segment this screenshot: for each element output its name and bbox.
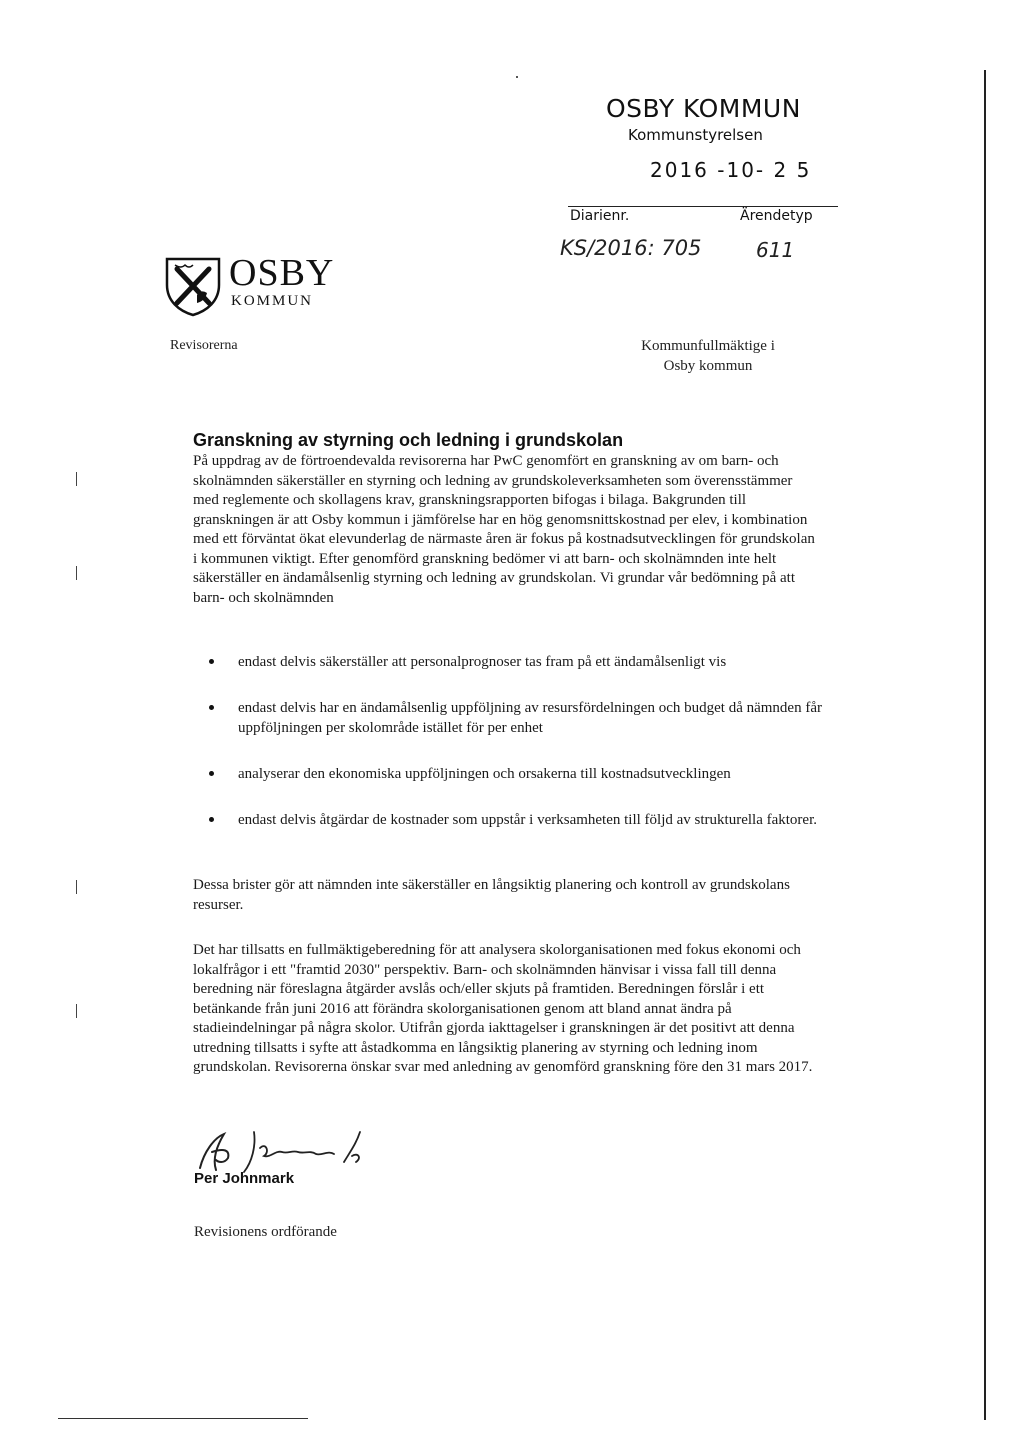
signer-role: Revisionens ordförande bbox=[194, 1224, 337, 1240]
recipient-line: Osby kommun bbox=[663, 358, 753, 374]
margin-mark bbox=[76, 880, 77, 894]
stamp-date: 2016 -10- 2 5 bbox=[650, 158, 812, 182]
stamp-diarienr-value: KS/2016: 705 bbox=[560, 236, 702, 260]
letter-title: Granskning av styrning och ledning i grundskolan bbox=[193, 430, 624, 450]
list-item: endast delvis har en ändamålsenlig uppföljning av resursfördelningen och budget då nämnden får uppföljningen per skolområde istället för per enhet bbox=[193, 698, 823, 738]
osby-logo bbox=[163, 252, 343, 315]
stamp-arendetyp-value: 611 bbox=[756, 238, 795, 262]
list-item: endast delvis åtgärdar de kostnader som uppstår i verksamheten till följd av strukturella faktorer. bbox=[193, 810, 823, 830]
recipient-block bbox=[598, 336, 818, 376]
sender: Revisorerna bbox=[170, 338, 238, 353]
scan-footer-line bbox=[58, 1418, 308, 1419]
coat-of-arms-icon bbox=[163, 255, 225, 317]
scan-speck bbox=[516, 76, 518, 78]
stamp-divider bbox=[568, 206, 838, 207]
signer-name: Per Johnmark bbox=[194, 1170, 295, 1187]
margin-mark bbox=[76, 472, 77, 486]
margin-mark bbox=[76, 566, 77, 580]
list-item: analyserar den ekonomiska uppföljningen och orsakerna till kostnadsutvecklingen bbox=[193, 764, 823, 784]
logo-subtitle: KOMMUN bbox=[231, 293, 314, 309]
recipient-line: Kommunfullmäktige i bbox=[641, 338, 775, 354]
stamp-org: OSBY KOMMUN bbox=[606, 94, 801, 123]
stamp-arendetyp-label: Ärendetyp bbox=[740, 208, 813, 224]
scan-edge-line bbox=[984, 70, 986, 1420]
findings-list bbox=[193, 652, 823, 830]
margin-mark bbox=[76, 1004, 77, 1018]
conclusion-paragraph: Dessa brister gör att nämnden inte säkerställer en långsiktig planering och kontroll av grundskolans resurser. bbox=[193, 877, 790, 913]
intro-paragraph: På uppdrag av de förtroendevalda revisorerna har PwC genomfört en granskning av om barn- och skolnämnden säkerställer en styrning och ledning av grundskoleverksamheten som överensstämmer med reglemente och skollagens krav, granskningsrapporten bifogas i bilaga. Bakgrunden till granskningen är att Osby kommun i jämförelse har en hög genomsnittskostnad per elev, i kombination med ett förväntat ökat elevunderlag de närmaste åren är fokus på kostnadsutvecklingen för grundskolan i kommunen viktigt. Efter genomförd granskning bedömer vi att barn- och skolnämnden inte helt säkerställer en ändamålsenlig styrning och ledning av grundskolan. Vi grundar vår bedömning på att barn- och skolnämnden bbox=[193, 453, 815, 606]
closing-paragraph: Det har tillsatts en fullmäktigeberedning för att analysera skolorganisationen med fokus ekonomi och lokalfrågor i ett "framtid 2030" perspektiv. Barn- och skolnämnden hänvisar i vissa fall till denna beredning när föreslagna åtgärder avslås och/eller skjuts på framtiden. Beredningen förslår i ett betänkande från juni 2016 att förändra skolorganisationen genom att bland annat ändra på stadieindelningar på några skolor. Utifrån gjorda iakttagelser i granskningen är det positivt att denna utredning tillsatts i syfte att åstadkomma en långsiktig planering av styrning och ledning inom grundskolan. Revisorerna önskar svar med anledning av genomförd granskning före den 31 mars 2017. bbox=[193, 942, 813, 1075]
stamp-department: Kommunstyrelsen bbox=[628, 126, 763, 144]
registry-stamp bbox=[560, 90, 850, 300]
list-item: endast delvis säkerställer att personalprognoser tas fram på ett ändamålsenligt vis bbox=[193, 652, 823, 672]
stamp-diarienr-label: Diarienr. bbox=[570, 208, 630, 224]
logo-name: OSBY bbox=[229, 252, 335, 294]
